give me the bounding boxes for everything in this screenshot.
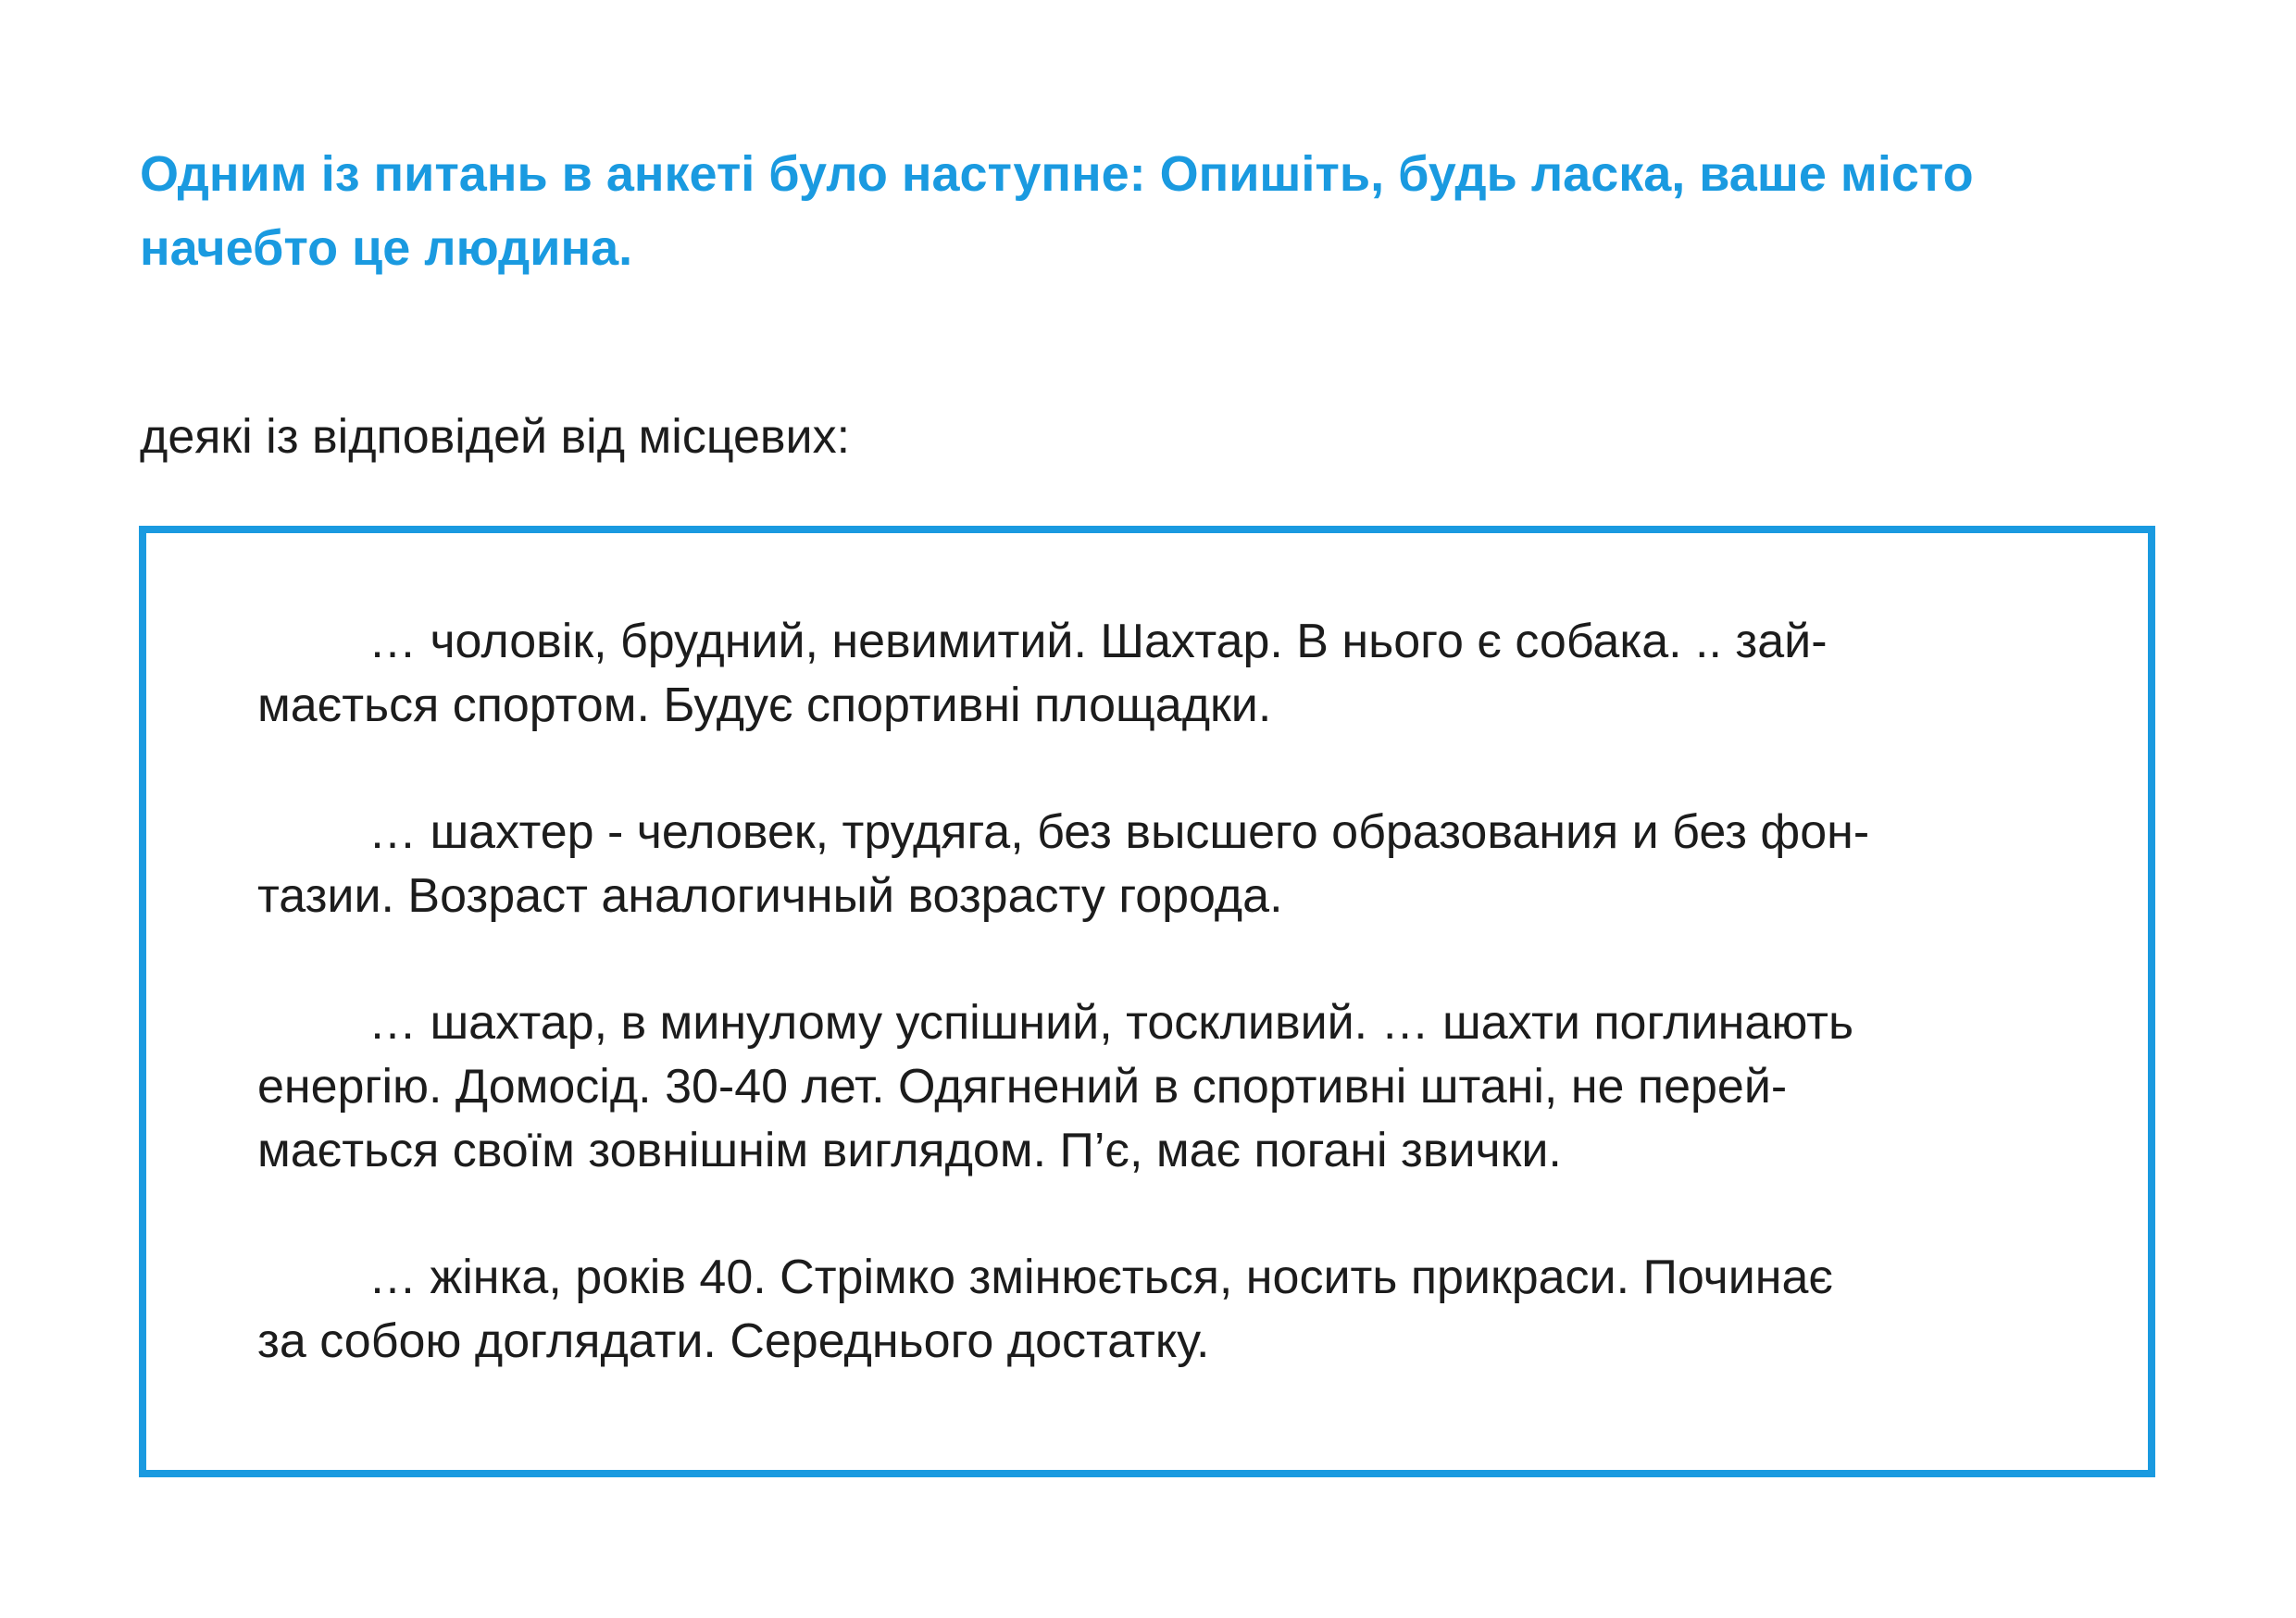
answer-1-line-1: … чоловік, брудний, невимитий. Шахтар. В нього є собака. .. зай- bbox=[368, 615, 1828, 668]
answer-2 bbox=[257, 801, 2046, 928]
answer-1 bbox=[257, 610, 2046, 738]
question-line-2: начебто це людина. bbox=[140, 220, 633, 276]
answer-4-line-1: … жінка, років 40. Стрімко змінюється, носить прикраси. Починає bbox=[368, 1251, 1833, 1304]
answer-1-line-2: мається спортом. Будує спортивні площадки. bbox=[257, 678, 1272, 732]
answer-2-line-2: тазии. Возраст аналогичный возрасту города. bbox=[257, 869, 1283, 923]
survey-question-heading bbox=[140, 137, 2130, 285]
answers-box bbox=[139, 526, 2155, 1477]
answer-4 bbox=[257, 1246, 2046, 1374]
answers-intro: деякі із відповідей від місцевих: bbox=[140, 410, 851, 464]
answer-3-line-2: енергію. Домосід. 30-40 лет. Одягнений в спортивні штані, не перей- bbox=[257, 1060, 1788, 1114]
answer-3-line-3: мається своїм зовнішнім виглядом. П’є, має погані звички. bbox=[257, 1124, 1562, 1177]
answer-3-line-1: … шахтар, в минулому успішний, тоскливий. … шахти поглинають bbox=[368, 996, 1854, 1050]
answer-2-line-1: … шахтер - человек, трудяга, без высшего образования и без фон- bbox=[368, 805, 1870, 859]
answer-3 bbox=[257, 991, 2046, 1183]
question-line-1: Одним із питань в анкеті було наступне: Опишіть, будь ласка, ваше місто bbox=[140, 146, 1974, 202]
answer-4-line-2: за собою доглядати. Середнього достатку. bbox=[257, 1314, 1210, 1368]
